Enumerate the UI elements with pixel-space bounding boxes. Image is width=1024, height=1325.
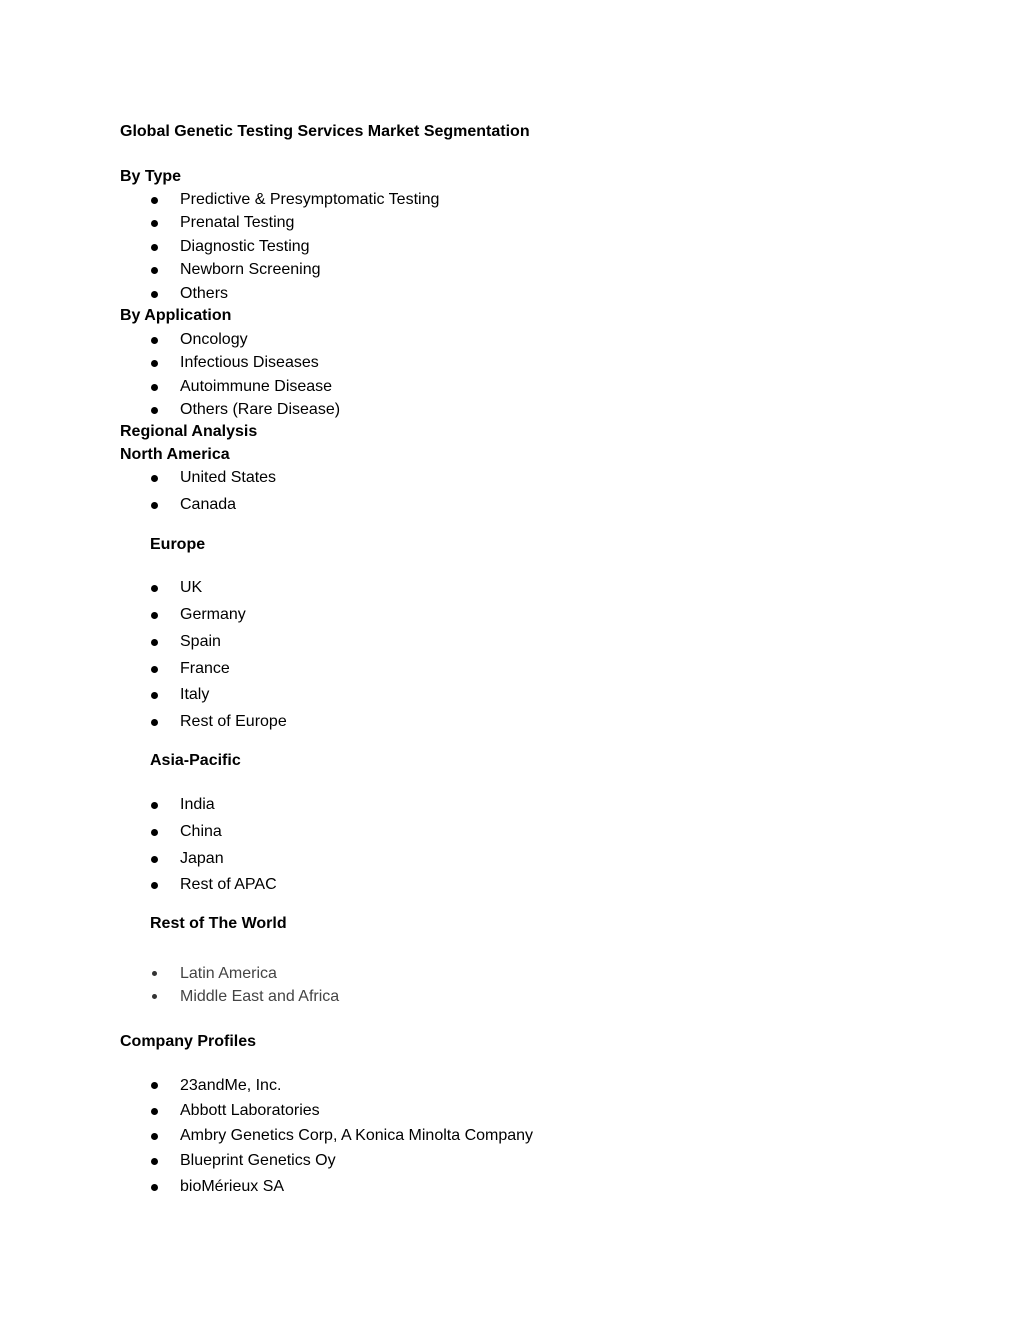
bullet-icon: [151, 384, 158, 391]
bullet-icon: [151, 1184, 158, 1191]
asia-pacific-heading: Asia-Pacific: [150, 752, 241, 769]
company-profiles-heading: Company Profiles: [120, 1033, 257, 1050]
rest-of-world-heading: Rest of The World: [150, 915, 287, 932]
bullet-icon: [151, 1158, 158, 1165]
bullet-icon: [151, 1133, 158, 1140]
list-item: Others: [180, 285, 229, 302]
list-item: Newborn Screening: [180, 261, 321, 278]
bullet-icon: [152, 994, 157, 999]
bullet-icon: [151, 407, 158, 414]
bullet-icon: [151, 502, 158, 509]
bullet-icon: [151, 666, 158, 673]
list-item: bioMérieux SA: [180, 1178, 285, 1195]
list-item: Middle East and Africa: [180, 988, 340, 1005]
list-item: Prenatal Testing: [180, 214, 295, 231]
bullet-icon: [151, 197, 158, 204]
list-item: Germany: [180, 606, 246, 623]
document-title: Global Genetic Testing Services Market Segmentation: [120, 123, 530, 140]
list-item: Others (Rare Disease): [180, 401, 341, 418]
by-application-heading: By Application: [120, 307, 232, 324]
list-item: Infectious Diseases: [180, 354, 319, 371]
list-item: Diagnostic Testing: [180, 238, 310, 255]
bullet-icon: [151, 639, 158, 646]
bullet-icon: [151, 337, 158, 344]
list-item: 23andMe, Inc.: [180, 1077, 282, 1094]
bullet-icon: [151, 829, 158, 836]
list-item: Rest of APAC: [180, 876, 277, 893]
list-item: Oncology: [180, 331, 248, 348]
bullet-icon: [151, 360, 158, 367]
list-item: France: [180, 660, 230, 677]
list-item: Autoimmune Disease: [180, 378, 333, 395]
list-item: Rest of Europe: [180, 713, 287, 730]
bullet-icon: [152, 971, 157, 976]
list-item: UK: [180, 579, 203, 596]
list-item: Canada: [180, 496, 237, 513]
bullet-icon: [151, 220, 158, 227]
list-item: India: [180, 796, 215, 813]
list-item: Predictive & Presymptomatic Testing: [180, 191, 440, 208]
europe-heading: Europe: [150, 536, 206, 553]
bullet-icon: [151, 475, 158, 482]
list-item: Italy: [180, 686, 210, 703]
bullet-icon: [151, 692, 158, 699]
list-item: Japan: [180, 850, 224, 867]
bullet-icon: [151, 244, 158, 251]
list-item: Latin America: [180, 965, 277, 982]
bullet-icon: [151, 856, 158, 863]
by-type-heading: By Type: [120, 168, 182, 185]
bullet-icon: [151, 719, 158, 726]
list-item: Abbott Laboratories: [180, 1102, 320, 1119]
north-america-heading: North America: [120, 446, 230, 463]
regional-analysis-heading: Regional Analysis: [120, 423, 258, 440]
list-item: Blueprint Genetics Oy: [180, 1152, 336, 1169]
bullet-icon: [151, 612, 158, 619]
list-item: Spain: [180, 633, 221, 650]
list-item: China: [180, 823, 222, 840]
bullet-icon: [151, 1108, 158, 1115]
bullet-icon: [151, 267, 158, 274]
list-item: Ambry Genetics Corp, A Konica Minolta Company: [180, 1127, 534, 1144]
bullet-icon: [151, 1082, 158, 1089]
bullet-icon: [151, 585, 158, 592]
list-item: United States: [180, 469, 277, 486]
bullet-icon: [151, 882, 158, 889]
bullet-icon: [151, 802, 158, 809]
bullet-icon: [151, 291, 158, 298]
